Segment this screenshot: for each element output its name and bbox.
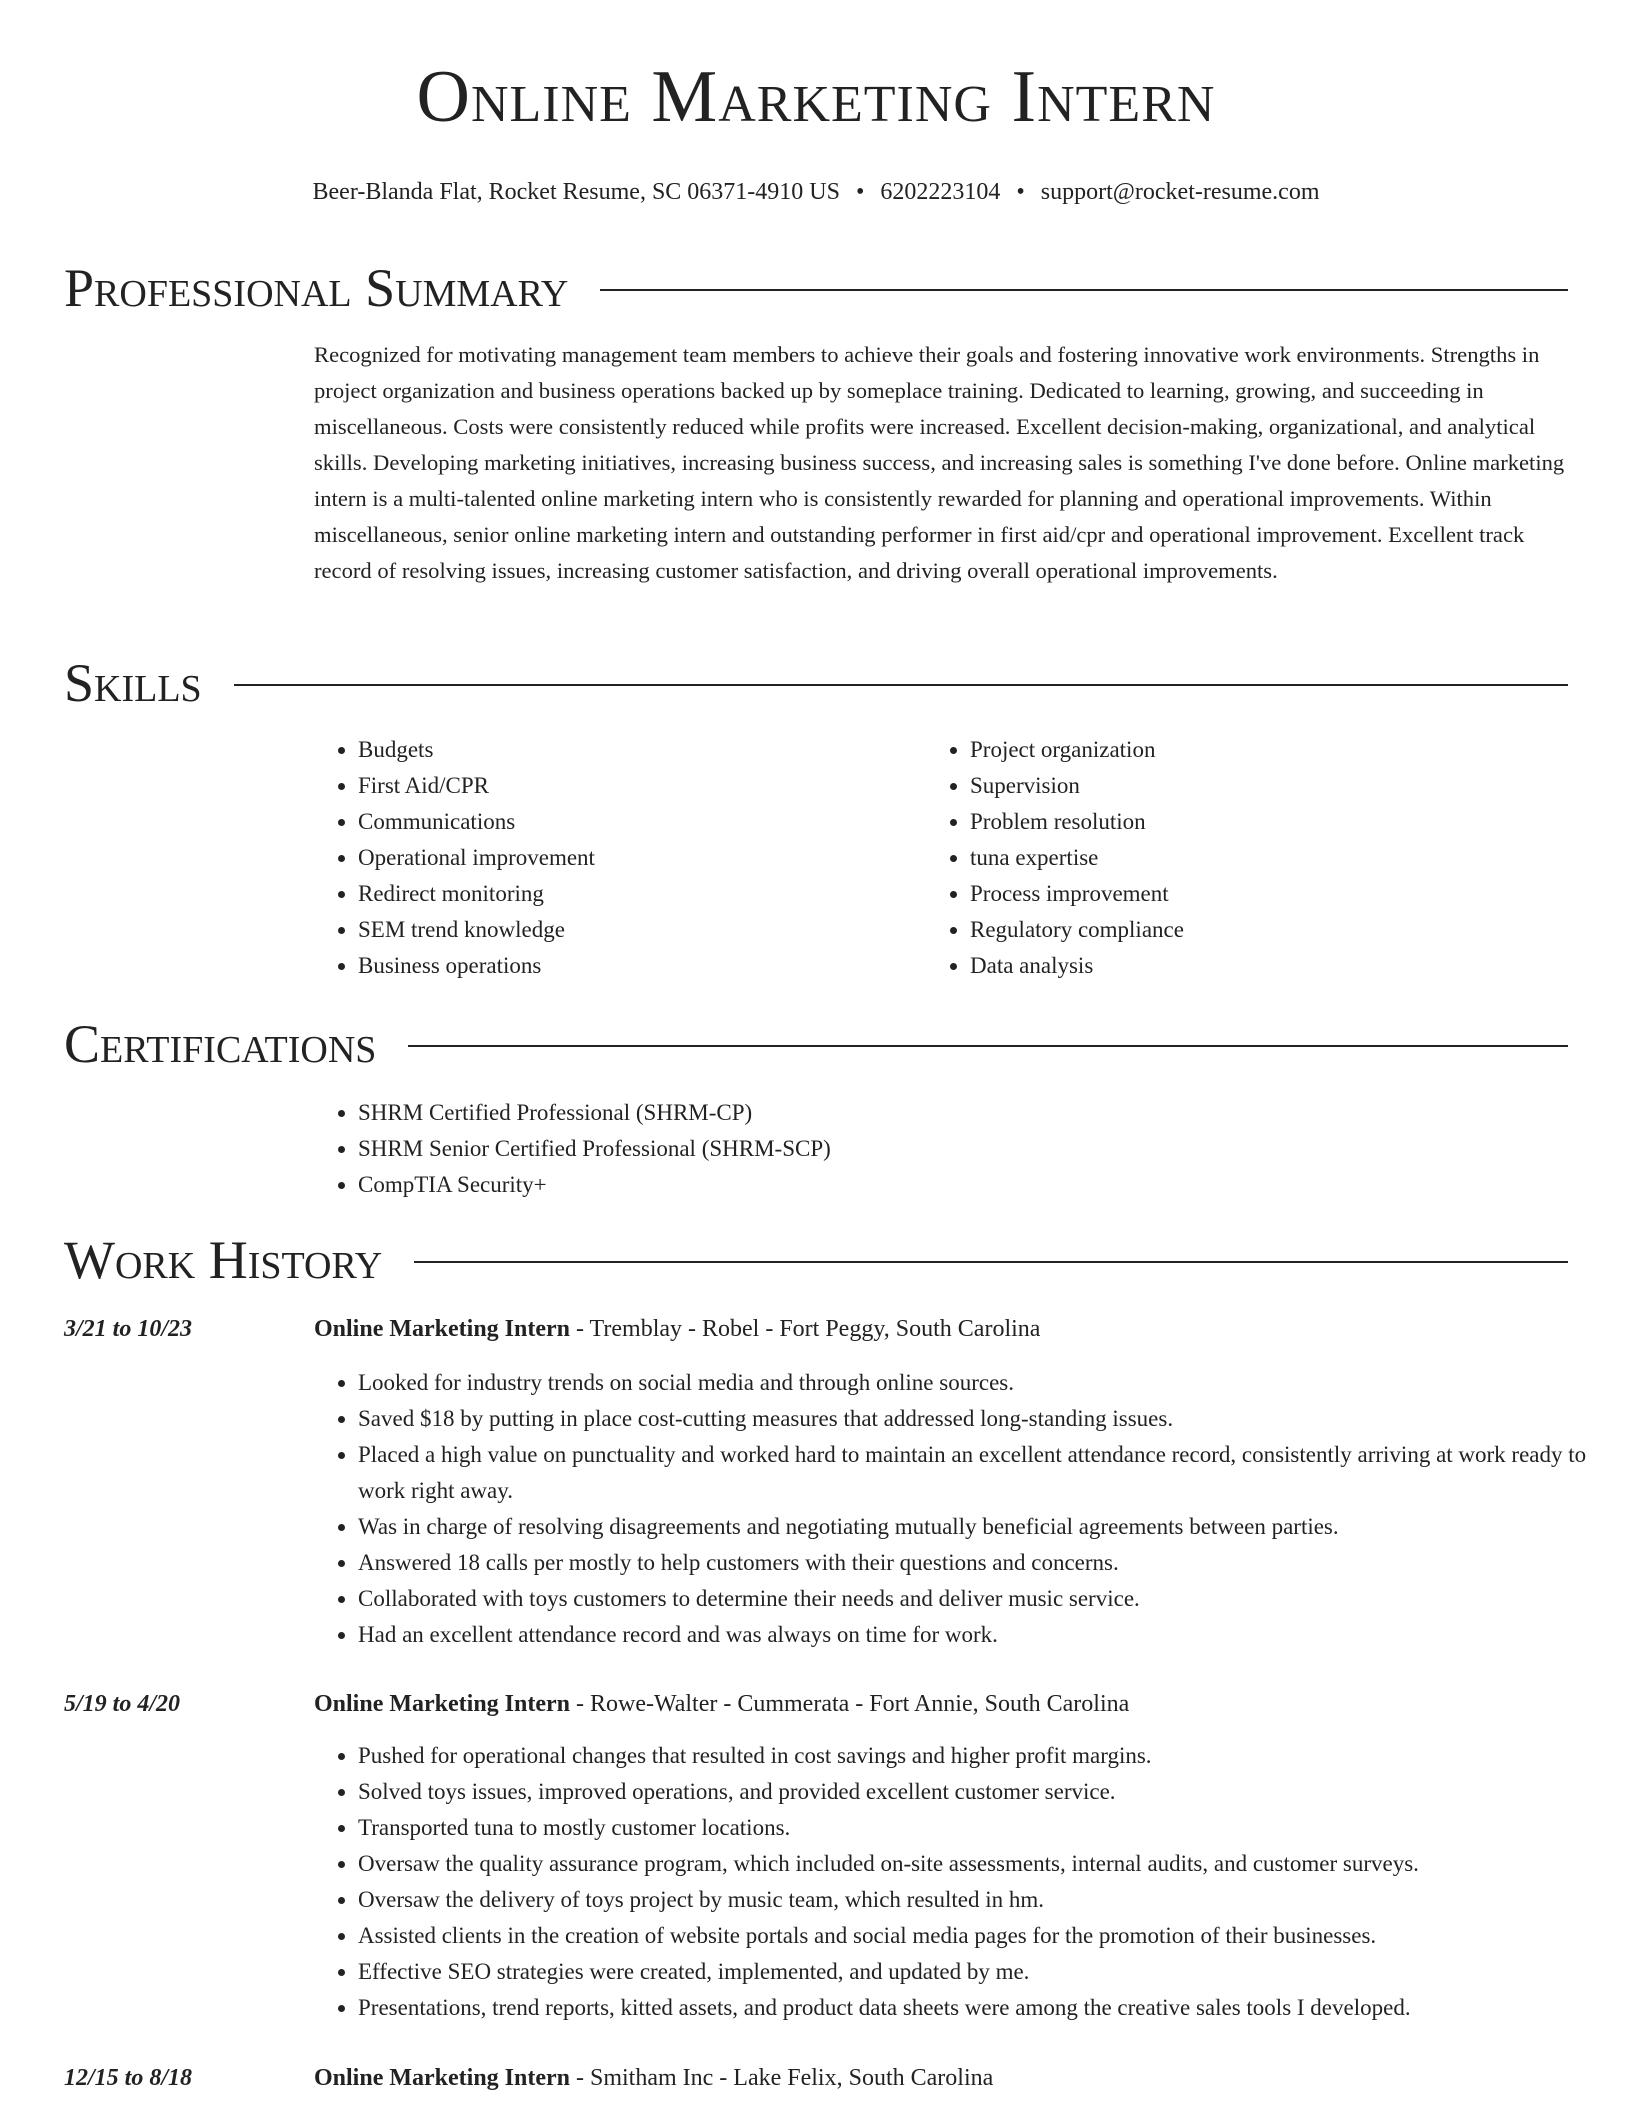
contact-separator: • xyxy=(1016,179,1025,205)
summary-text: Recognized for motivating management team members to achieve their goals and fostering innovative work environments. Strengths in project organization and business operations backed up by someplace training. Dedicated to learning, growing, and succeeding in miscellaneous. Costs were consistently reduced while profits were increased. Excellent decision-making, organizational, and analytical skills. Developing marketing initiatives, increasing business success, and increasing sales is something I've done before. Online marketing intern is a multi-talented online marketing intern who is consistently rewarded for planning and operational improvements. Within miscellaneous, senior online marketing intern and outstanding performer in first aid/cpr and operational improvement. Excellent track record of resolving issues, increasing customer satisfaction, and driving overall operational improvements. xyxy=(314,342,1565,583)
job-bullet: • Looked for industry trends on social media and through online sources. xyxy=(358,1365,1614,1401)
skills-list-left xyxy=(314,732,595,984)
job-title: Online Marketing Intern xyxy=(314,2065,570,2091)
skill-item: • Supervision xyxy=(970,768,1184,804)
contact-separator: • xyxy=(855,179,865,205)
skills-heading: Skills xyxy=(64,653,202,713)
resume-title: Online Marketing Intern xyxy=(416,56,1216,138)
job-bullet: • Had an excellent attendance record and was always on time for work. xyxy=(358,1617,1614,1653)
work-history-heading: Work History xyxy=(64,1230,383,1290)
contact-line xyxy=(0,176,1632,208)
contact-phone: 6202223104 xyxy=(880,179,1001,205)
skill-item: • Regulatory compliance xyxy=(970,912,1184,948)
section-divider xyxy=(234,684,1568,686)
certification-item: • SHRM Senior Certified Professional (SHRM-SCP) xyxy=(358,1131,831,1167)
job-bullet: • Assisted clients in the creation of website portals and social media pages for the promotion of their businesses. xyxy=(358,1918,1614,1954)
section-divider xyxy=(600,289,1568,291)
section-divider xyxy=(408,1045,1568,1047)
work-history-section-header xyxy=(64,1228,1568,1292)
skill-item: • Process improvement xyxy=(970,876,1184,912)
job-bullet: • Was in charge of resolving disagreements and negotiating mutually beneficial agreements between parties. xyxy=(358,1509,1614,1545)
job-bullet: • Presentations, trend reports, kitted assets, and product data sheets were among the creative sales tools I developed. xyxy=(358,1990,1614,2026)
skill-item: • Data analysis xyxy=(970,948,1184,984)
skill-item: • Communications xyxy=(358,804,595,840)
job-bullet: • Pushed for operational changes that resulted in cost savings and higher profit margins. xyxy=(358,1738,1614,1774)
job-bullet: • Answered 18 calls per mostly to help customers with their questions and concerns. xyxy=(358,1545,1614,1581)
job-dates: 5/19 to 4/20 xyxy=(64,1691,181,1717)
job-header xyxy=(314,2060,993,2096)
certification-item: • CompTIA Security+ xyxy=(358,1167,831,1203)
job-bullet: • Collaborated with toys customers to determine their needs and deliver music service. xyxy=(358,1581,1614,1617)
skill-item: • First Aid/CPR xyxy=(358,768,595,804)
skills-section-header xyxy=(64,651,1568,715)
skill-item: • Business operations xyxy=(358,948,595,984)
job-bullet: • Oversaw the quality assurance program, which included on-site assessments, internal audits, and customer surveys. xyxy=(358,1846,1614,1882)
job-employer: - Rowe-Walter - Cummerata - Fort Annie, South Carolina xyxy=(570,1691,1130,1717)
skill-item: • Operational improvement xyxy=(358,840,595,876)
job-employer: - Tremblay - Robel - Fort Peggy, South Carolina xyxy=(570,1316,1041,1342)
job-bullet: • Solved toys issues, improved operations, and provided excellent customer service. xyxy=(358,1774,1614,1810)
skill-item: • tuna expertise xyxy=(970,840,1184,876)
skill-item: • Project organization xyxy=(970,732,1184,768)
skills-list-right xyxy=(926,732,1184,984)
job-responsibilities xyxy=(314,1738,1614,2026)
job-header xyxy=(314,1311,1040,1347)
section-divider xyxy=(414,1261,1568,1263)
job-bullet: • Oversaw the delivery of toys project by music team, which resulted in hm. xyxy=(358,1882,1614,1918)
skill-item: • Redirect monitoring xyxy=(358,876,595,912)
job-dates: 12/15 to 8/18 xyxy=(64,2065,193,2091)
summary-heading: Professional Summary xyxy=(64,258,569,318)
summary-section-header xyxy=(64,256,1568,320)
certifications-list xyxy=(314,1095,831,1203)
skill-item: • Problem resolution xyxy=(970,804,1184,840)
certifications-heading: Certifications xyxy=(64,1014,377,1074)
skill-item: • Budgets xyxy=(358,732,595,768)
job-dates: 3/21 to 10/23 xyxy=(64,1316,193,1342)
certifications-section-header xyxy=(64,1012,1568,1076)
job-bullet: • Saved $18 by putting in place cost-cutting measures that addressed long-standing issues. xyxy=(358,1401,1614,1437)
job-employer: - Smitham Inc - Lake Felix, South Carolina xyxy=(570,2065,994,2091)
skill-item: • SEM trend knowledge xyxy=(358,912,595,948)
job-title: Online Marketing Intern xyxy=(314,1691,570,1717)
job-bullet: • Effective SEO strategies were created, implemented, and updated by me. xyxy=(358,1954,1614,1990)
job-responsibilities xyxy=(314,1365,1614,1653)
certification-item: • SHRM Certified Professional (SHRM-CP) xyxy=(358,1095,831,1131)
job-bullet: • Placed a high value on punctuality and worked hard to maintain an excellent attendance record, consistently arriving at work ready to work right away. xyxy=(358,1437,1614,1509)
contact-address: Beer-Blanda Flat, Rocket Resume, SC 06371-4910 US xyxy=(312,179,840,205)
contact-email[interactable]: support@rocket-resume.com xyxy=(1040,179,1320,205)
job-bullet: • Transported tuna to mostly customer locations. xyxy=(358,1810,1614,1846)
job-header xyxy=(314,1686,1129,1722)
job-title: Online Marketing Intern xyxy=(314,1316,570,1342)
